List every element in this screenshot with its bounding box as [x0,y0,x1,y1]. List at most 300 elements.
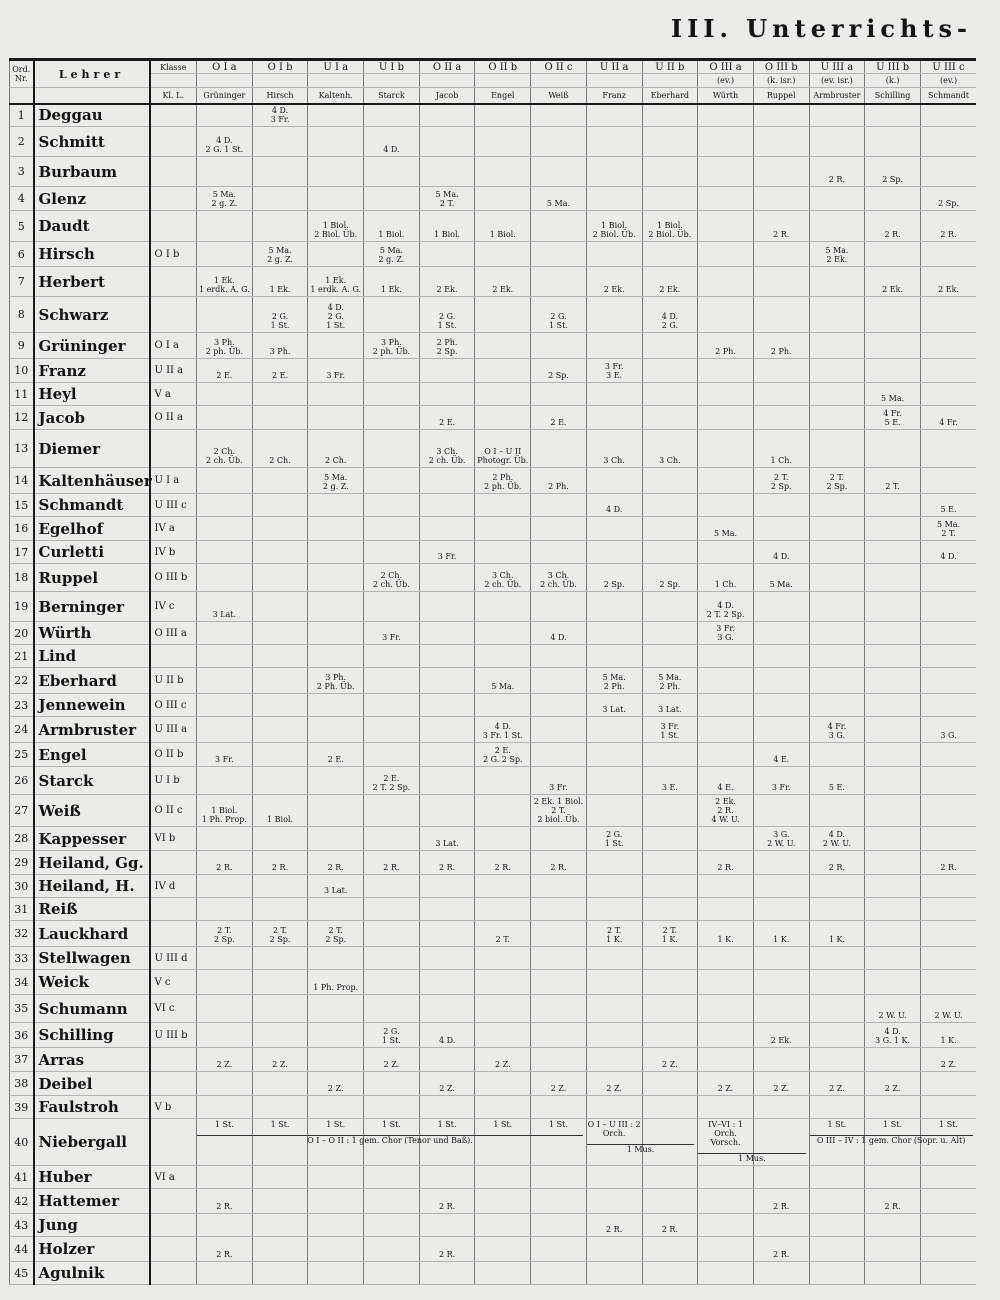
table-row [10,1262,977,1285]
assignment-cell [698,1048,754,1072]
assignment-cell [753,242,809,267]
class-sub-empty [586,74,642,88]
assignment-cell [809,743,865,767]
class-teacher: Grüninger [197,88,253,104]
assignment-cell: 2 R. [197,851,253,875]
row-number: 16 [10,517,34,541]
assignment-cell [531,827,587,851]
assignment-cell [252,717,308,743]
assignment-cell: 2 Ek. [642,267,698,297]
assignment-cell [698,104,754,127]
assignment-cell: 2 Z. [308,1072,364,1096]
assignment-cell [698,297,754,333]
assignment-cell: 2 Z. [419,1072,475,1096]
assignment-cell [698,430,754,468]
teacher-name: Schumann [34,995,150,1023]
class-lead: IV d [150,875,197,898]
cell-text: 1 St. [381,1120,401,1129]
assignment-cell: 2 E. [252,359,308,383]
row-number: 10 [10,359,34,383]
assignment-cell: 2 R. [252,851,308,875]
assignment-cell: 5 Ma. 2 g. Z. [308,468,364,494]
assignment-cell: 4 E. [698,767,754,795]
assignment-cell [920,297,976,333]
assignment-cell: 5 Ma. 2 g. Z. [364,242,420,267]
class-lead [150,898,197,921]
class-lead: O I b [150,242,197,267]
assignment-cell [364,694,420,717]
assignment-cell: 2 Ek. [586,267,642,297]
assignment-cell: 2 Sp. [865,157,921,187]
assignment-cell [586,406,642,430]
row-number: 32 [10,921,34,947]
assignment-cell [308,242,364,267]
assignment-cell [308,1237,364,1262]
assignment-cell [698,1189,754,1214]
class-lead: IV a [150,517,197,541]
assignment-cell [920,592,976,622]
assignment-cell: 1 Biol. 2 Biol. Üb. [642,211,698,242]
assignment-cell [364,383,420,406]
assignment-cell [586,1237,642,1262]
assignment-cell [419,359,475,383]
span-label: O III – IV : 1 gem. Chor (Sopr. u. Alt) [810,1135,973,1145]
assignment-cell [753,517,809,541]
assignment-cell [642,1166,698,1189]
class-sub: (ev.) [698,74,754,88]
assignment-cell [586,947,642,970]
assignment-cell: 3 Lat. [642,694,698,717]
assignment-cell: 1 K. [698,921,754,947]
assignment-cell [531,333,587,359]
assignment-cell [920,622,976,645]
assignment-cell [308,127,364,157]
assignment-cell [475,645,531,668]
class-lead: U I b [150,767,197,795]
assignment-cell: 2 R. [753,211,809,242]
assignment-cell: 3 Lat. [308,875,364,898]
class-lead [150,267,197,297]
assignment-cell: 2 Sp. [920,187,976,211]
row-number: 4 [10,187,34,211]
assignment-cell [586,1048,642,1072]
table-row [10,383,977,406]
assignment-cell: 2 Ph. [531,468,587,494]
assignment-cell [809,592,865,622]
class-lead: V c [150,970,197,995]
assignment-cell [698,1214,754,1237]
assignment-cell: 1 Biol. 2 Biol. Üb. [308,211,364,242]
row-number: 33 [10,947,34,970]
assignment-cell: 2 T. 2 Sp. [809,468,865,494]
assignment-cell [531,995,587,1023]
assignment-cell [698,694,754,717]
assignment-cell [531,1262,587,1285]
assignment-cell [920,383,976,406]
class-sub-empty [252,74,308,88]
assignment-cell: 2 Z. [642,1048,698,1072]
assignment-cell: 2 R. [920,211,976,242]
row-number: 15 [10,494,34,517]
class-lead [150,1189,197,1214]
assignment-cell: 2 G. 1 St. [531,297,587,333]
table-body [10,104,977,1285]
assignment-cell: 3 Ch. 2 ch. Üb. [531,564,587,592]
assignment-cell: 1 Biol. [475,211,531,242]
assignment-cell [753,359,809,383]
assignment-cell [920,947,976,970]
assignment-cell: 2 T. [865,468,921,494]
assignment-cell [531,694,587,717]
class-lead: U I a [150,468,197,494]
assignment-cell: 1 Ek. 1 erdk. A. G. [308,267,364,297]
assignment-cell [531,668,587,694]
assignment-cell [586,127,642,157]
class-lead: IV b [150,541,197,564]
assignment-cell [419,1214,475,1237]
assignment-cell [364,592,420,622]
assignment-cell [364,668,420,694]
assignment-cell: 1 Ek. 1 erdk. A. G. [197,267,253,297]
assignment-cell [920,1166,976,1189]
assignment-cell: 2 Sp. [586,564,642,592]
assignment-cell [642,1262,698,1285]
row-number: 18 [10,564,34,592]
row-number: 24 [10,717,34,743]
assignment-cell: 5 E. [920,494,976,517]
lehrer-header: Lehrer [34,60,150,88]
assignment-cell [364,947,420,970]
assignment-cell: 2 Z. [698,1072,754,1096]
table-row [10,127,977,157]
teacher-name: Heiland, H. [34,875,150,898]
assignment-cell [586,157,642,187]
assignment-cell: 2 G. 1 St. [586,827,642,851]
assignment-cell [419,592,475,622]
class-lead [150,127,197,157]
assignment-cell: 2 R. [809,851,865,875]
table-row [10,694,977,717]
teacher-name: Daudt [34,211,150,242]
assignment-cell [920,743,976,767]
assignment-cell [642,592,698,622]
assignment-cell [698,468,754,494]
assignment-cell [642,851,698,875]
row-number: 1 [10,104,34,127]
cell-text: 1 St. [270,1120,290,1129]
assignment-cell [419,921,475,947]
assignment-cell [531,947,587,970]
assignment-cell [419,947,475,970]
assignment-cell: 2 Z. [531,1072,587,1096]
assignment-cell [197,104,253,127]
assignment-cell: 4 D. 3 G. 1 K. [865,1023,921,1048]
table-row [10,592,977,622]
assignment-cell [753,1048,809,1072]
assignment-cell [419,1048,475,1072]
assignment-cell [698,541,754,564]
assignment-cell [809,1023,865,1048]
row-number: 45 [10,1262,34,1285]
row-number: 13 [10,430,34,468]
assignment-cell [197,694,253,717]
assignment-cell [531,717,587,743]
class-lead: U II a [150,359,197,383]
assignment-cell [865,297,921,333]
assignment-cell [475,157,531,187]
assignment-cell [197,1262,253,1285]
assignment-cell [865,743,921,767]
assignment-cell [753,104,809,127]
assignment-cell [475,592,531,622]
cell-text: IV–VI : 1 Orch. Vorsch. [708,1120,743,1147]
class-lead: O I a [150,333,197,359]
assignment-cell: 4 D. [920,541,976,564]
assignment-cell [642,875,698,898]
assignment-cell [308,406,364,430]
teacher-name: Schilling [34,1023,150,1048]
assignment-cell [252,875,308,898]
assignment-cell [419,717,475,743]
assignment-cell [308,622,364,645]
row-number: 12 [10,406,34,430]
teacher-name: Eberhard [34,668,150,694]
assignment-cell [475,1189,531,1214]
assignment-cell [308,564,364,592]
assignment-cell [865,1214,921,1237]
assignment-cell [809,187,865,211]
assignment-cell: 1 Biol. [364,211,420,242]
assignment-cell [920,127,976,157]
assignment-cell [809,211,865,242]
assignment-cell: 3 Ph. [252,333,308,359]
assignment-cell: 2 R. [753,1237,809,1262]
assignment-cell [865,359,921,383]
assignment-cell [475,1166,531,1189]
teacher-name: Engel [34,743,150,767]
assignment-cell [308,592,364,622]
assignment-cell: 2 E. [197,359,253,383]
assignment-cell [308,1048,364,1072]
assignment-cell [865,851,921,875]
teacher-name: Heiland, Gg. [34,851,150,875]
assignment-cell: 2 Z. [475,1048,531,1072]
assignment-cell [698,645,754,668]
assignment-cell: 2 E. 2 T. 2 Sp. [364,767,420,795]
assignment-cell [753,297,809,333]
assignment-cell: 1 Ch. [753,430,809,468]
class-lead: U III b [150,1023,197,1048]
assignment-cell [531,645,587,668]
assignment-cell [531,970,587,995]
assignment-cell [308,494,364,517]
class-lead: IV c [150,592,197,622]
assignment-cell [809,104,865,127]
teacher-name: Hattemer [34,1189,150,1214]
assignment-cell [531,1096,587,1119]
assignment-cell [197,383,253,406]
assignment-cell [364,898,420,921]
assignment-cell [809,1119,966,1166]
row-number: 26 [10,767,34,795]
assignment-cell [252,743,308,767]
teacher-name: Weick [34,970,150,995]
assignment-cell [642,242,698,267]
assignment-cell [920,827,976,851]
assignment-cell [364,517,420,541]
assignment-cell [753,717,809,743]
assignment-cell [531,1214,587,1237]
assignment-cell: 1 Ek. [364,267,420,297]
assignment-cell [865,645,921,668]
assignment-cell [364,1166,420,1189]
assignment-cell: 1 Biol. 1 Ph. Prop. [197,795,253,827]
assignment-cell: 2 R. [531,851,587,875]
assignment-cell [475,517,531,541]
assignment-cell [642,743,698,767]
assignment-cell [698,1262,754,1285]
teaching-assignment-table [9,58,976,1285]
table-row [10,898,977,921]
assignment-cell: 2 E. [531,406,587,430]
assignment-cell: 2 E. [308,743,364,767]
assignment-cell: 2 Ph. [698,333,754,359]
assignment-cell [475,795,531,827]
assignment-cell [252,157,308,187]
table-row [10,1237,977,1262]
assignment-cell: 2 R. [475,851,531,875]
assignment-cell [252,898,308,921]
cell-text: 1 St. [939,1120,958,1129]
assignment-cell [920,1214,976,1237]
assignment-cell [308,541,364,564]
assignment-cell: 4 D. 2 G. 1 St. [197,127,253,157]
class-lead: O II b [150,743,197,767]
teacher-name: Würth [34,622,150,645]
assignment-cell [531,1048,587,1072]
assignment-cell [364,717,420,743]
assignment-cell [586,622,642,645]
assignment-cell [475,187,531,211]
teacher-name: Jennewein [34,694,150,717]
assignment-cell [419,1096,475,1119]
assignment-cell [531,875,587,898]
assignment-cell: 2 Ph. 2 Sp. [419,333,475,359]
assignment-cell [809,947,865,970]
assignment-cell: 3 Ch. 2 ch. Üb. [475,564,531,592]
assignment-cell [475,995,531,1023]
teacher-name: Arras [34,1048,150,1072]
table-row [10,645,977,668]
assignment-cell [586,541,642,564]
assignment-cell: 2 Z. [809,1072,865,1096]
assignment-cell [920,668,976,694]
assignment-cell: 2 W. U. [920,995,976,1023]
class-header: O I b [252,60,308,74]
assignment-cell [698,494,754,517]
assignment-cell: 2 Ek. [865,267,921,297]
assignment-cell [586,104,642,127]
assignment-cell [586,1166,642,1189]
assignment-cell: 3 E. [642,767,698,795]
class-lead: O III c [150,694,197,717]
assignment-cell: 4 Fr. [920,406,976,430]
assignment-cell: 4 D. [419,1023,475,1048]
assignment-cell: 5 Ma. [865,383,921,406]
class-header: O I a [197,60,253,74]
assignment-cell [364,795,420,827]
teacher-name: Weiß [34,795,150,827]
row-number: 23 [10,694,34,717]
row-number: 27 [10,795,34,827]
row-number: 6 [10,242,34,267]
teacher-name: Herbert [34,267,150,297]
assignment-cell [252,995,308,1023]
assignment-cell: 2 W. U. [865,995,921,1023]
assignment-cell [809,1166,865,1189]
assignment-cell [475,767,531,795]
assignment-cell [809,541,865,564]
row-number: 7 [10,267,34,297]
assignment-cell [920,1096,976,1119]
table-row [10,494,977,517]
assignment-cell: 1 Biol. 2 Biol. Üb. [586,211,642,242]
assignment-cell [419,795,475,827]
assignment-cell [197,406,253,430]
assignment-cell [865,921,921,947]
assignment-cell [865,767,921,795]
teacher-name: Jacob [34,406,150,430]
assignment-cell [642,494,698,517]
class-header: U III a [809,60,865,74]
assignment-cell [698,383,754,406]
assignment-cell: 5 Ma. 2 Ph. [642,668,698,694]
assignment-cell [642,995,698,1023]
assignment-cell [252,468,308,494]
assignment-cell [364,297,420,333]
table-row [10,1096,977,1119]
assignment-cell [364,827,420,851]
assignment-cell [419,743,475,767]
assignment-cell: 5 Ma. [531,187,587,211]
assignment-cell [308,187,364,211]
table-row [10,1166,977,1189]
assignment-cell [531,921,587,947]
assignment-cell [642,622,698,645]
table-row [10,1023,977,1048]
assignment-cell [698,211,754,242]
class-teacher: Eberhard [642,88,698,104]
assignment-cell [197,517,253,541]
assignment-cell [920,430,976,468]
assignment-cell: 2 R. [419,851,475,875]
assignment-cell [419,970,475,995]
class-lead: U II b [150,668,197,694]
assignment-cell [308,947,364,970]
assignment-cell [364,157,420,187]
assignment-cell: 2 T. [475,921,531,947]
class-teacher: Schilling [865,88,921,104]
assignment-cell [920,359,976,383]
assignment-cell [419,645,475,668]
teacher-name: Heyl [34,383,150,406]
assignment-cell [197,717,253,743]
class-lead: U III a [150,717,197,743]
assignment-cell [475,383,531,406]
table-row [10,622,977,645]
table-row [10,430,977,468]
teacher-name: Curletti [34,541,150,564]
